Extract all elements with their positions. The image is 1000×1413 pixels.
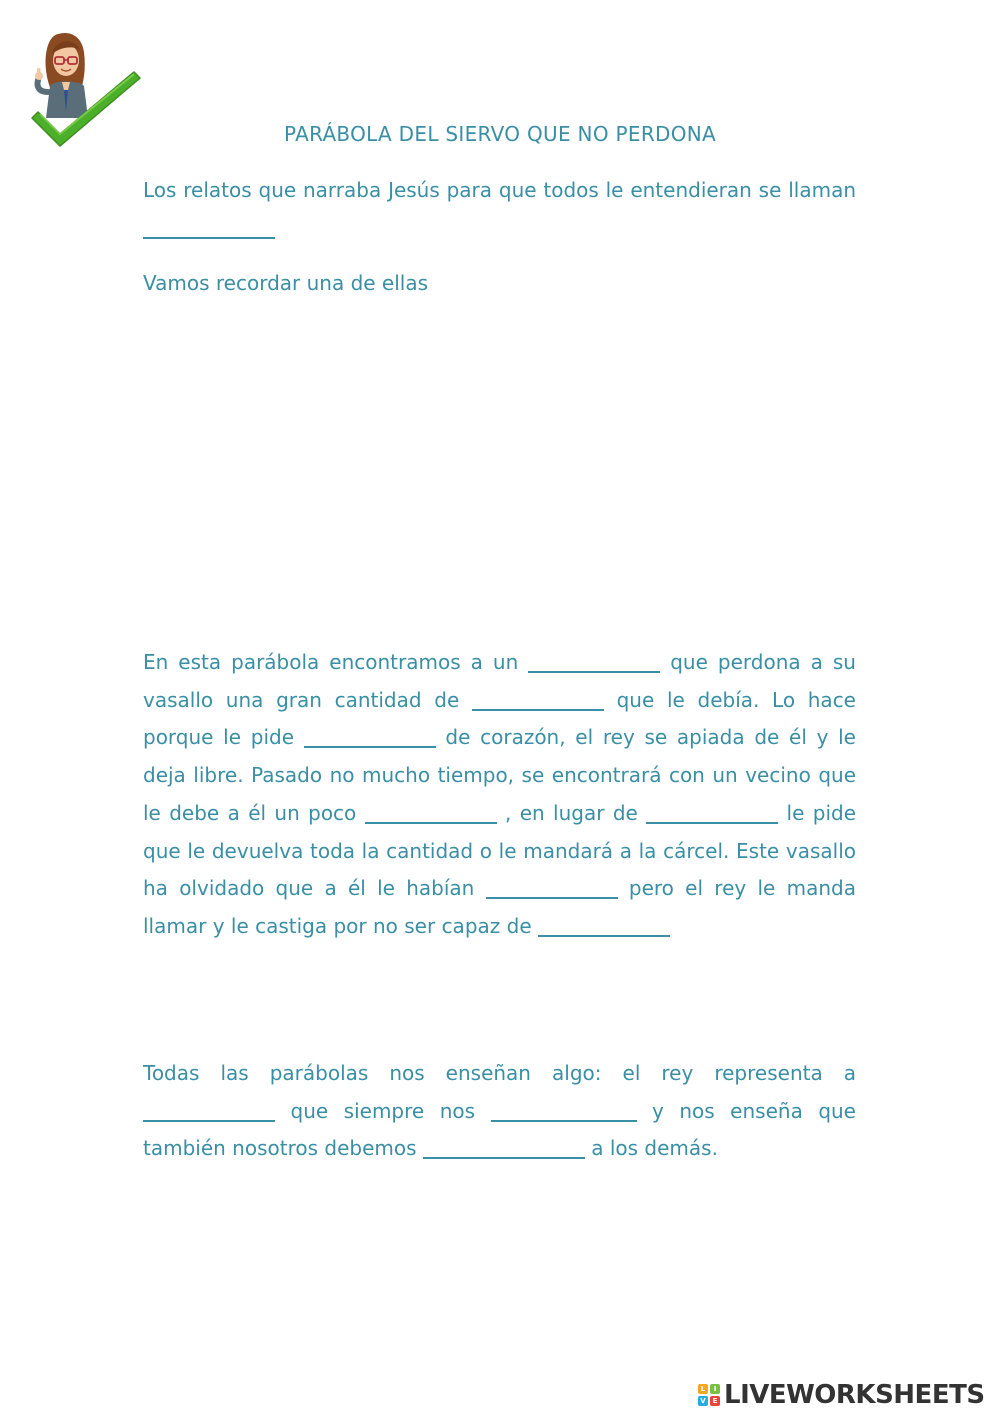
- story-text-4: de corazón, el rey se apiada de él y le deja libre. Pasado no mucho tiempo, se encontrará con un vecino que le debe a él un poco: [143, 725, 856, 825]
- blank-perdonar-2[interactable]: [423, 1135, 585, 1159]
- lesson-paragraph: [143, 1055, 856, 1168]
- lesson-text-4: a los demás.: [584, 1136, 718, 1161]
- intro-text: Los relatos que narraba Jesús para que todos le entendieran se llaman: [143, 178, 856, 202]
- blank-dios[interactable]: [143, 1098, 275, 1122]
- blank-perdona[interactable]: [491, 1098, 637, 1122]
- brand-mark-e: E: [710, 1396, 720, 1406]
- story-text-6: le pide que le devuelva toda la cantidad o le mandará a la cárcel. Este vasallo ha olvidado que a él le habían: [143, 800, 856, 901]
- recall-paragraph: Vamos recordar una de ellas: [143, 271, 429, 295]
- blank-perdonado[interactable]: [486, 875, 618, 899]
- liveworksheets-logo: [698, 1378, 985, 1412]
- story-text-2: que perdona a su vasallo una gran cantidad de: [143, 650, 856, 712]
- brand-mark-l: L: [698, 1384, 708, 1394]
- blank-perdonar[interactable]: [538, 913, 670, 937]
- intro-paragraph: [143, 172, 856, 247]
- brand-mark-v: V: [698, 1396, 708, 1406]
- story-paragraph: [143, 644, 856, 946]
- blank-dinero-2[interactable]: [365, 800, 497, 824]
- blank-perdonarle[interactable]: [646, 800, 778, 824]
- brand-mark-icon: [698, 1384, 720, 1406]
- page-title: PARÁBOLA DEL SIERVO QUE NO PERDONA: [284, 122, 716, 146]
- lesson-text-3: y nos enseña que también nosotros debemos: [143, 1098, 856, 1161]
- lesson-text-2: que siempre nos: [275, 1098, 491, 1123]
- blank-dinero[interactable]: [472, 687, 604, 711]
- story-text-1: En esta parábola encontramos a un: [143, 650, 529, 674]
- brand-mark-i: I: [710, 1384, 720, 1394]
- brand-text: LIVEWORKSHEETS: [724, 1380, 985, 1410]
- blank-perdon[interactable]: [304, 724, 436, 748]
- blank-rey[interactable]: [528, 649, 660, 673]
- story-text-7: pero el rey le manda llamar y le castiga por no ser capaz de: [143, 876, 856, 938]
- story-text-3: que le debía. Lo hace porque le pide: [143, 687, 856, 750]
- blank-parabolas[interactable]: [143, 215, 275, 239]
- lesson-text-1: Todas las parábolas nos enseñan algo: el rey representa a: [143, 1061, 856, 1085]
- story-text-5: , en lugar de: [496, 800, 647, 825]
